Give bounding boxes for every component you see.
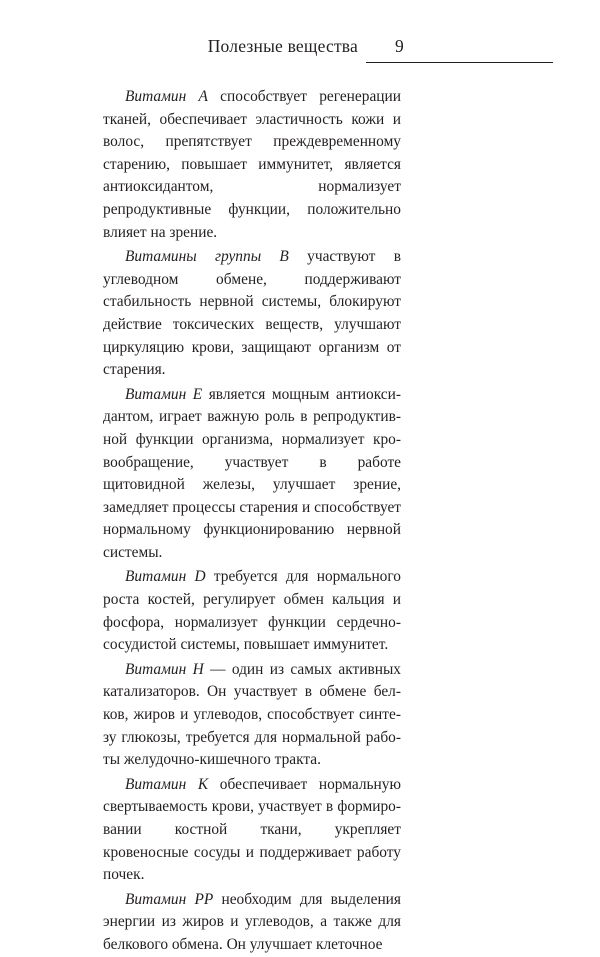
term-vitamin-h: Витамин Н [125,660,204,678]
paragraph-vitamin-h [103,659,401,772]
paragraph-text: участвуют в углеводном обмене, поддерживают стабильность нервной системы, блокируют действие токсических веществ, улучшают циркуляцию крови, защищают организм от старения. [103,248,401,379]
header-rule [366,62,553,63]
paragraph-text: требуется для нормального роста костей, регулирует обмен кальция и фосфора, нормализует функции сердечнососудистой системы, повышает иммунитет. [103,568,401,654]
paragraph-vitamin-a [103,86,401,244]
section-title: Полезные вещества [207,36,358,56]
body-text [103,86,401,957]
paragraph-text: способствует регенерации тканей, обеспечивает эластичность кожи и волос, препятствует преждевременному старению, повышает иммунитет, является антиоксидантом, нормализует репродуктивные функции, положительно влияет на зрение. [103,88,401,241]
paragraph-text: является мощным антиоксидантом, играет важную роль в репродуктивной функции организма, нормализует кровообращение, участвует в работе щитовидной железы, улучшает зрение, замедляет процессы старения и способствует нормальному функционированию нервной системы. [103,385,401,561]
paragraph-vitamin-pp [103,889,401,957]
term-vitamin-a: Витамин А [125,88,208,105]
term-vitamin-b: Витамины группы В [125,248,289,266]
paragraph-vitamin-e [103,384,401,565]
paragraph-vitamin-k [103,774,401,887]
term-vitamin-pp: Витамин РР [125,890,214,908]
paragraph-text: — один из самых активных катализаторов. Он участвует в обмене белков, жиров и углеводов, способствует синтезу глюкозы, требуется для нормальной работы желудочно-кишечного тракта. [103,660,401,769]
paragraph-vitamin-d [103,566,401,656]
running-head [0,34,600,66]
term-vitamin-e: Витамин Е [125,385,203,403]
paragraph-text: необходим для выделения энергии из жиров и углеводов, а также для белкового обмена. Он улучшает клеточное [103,890,401,953]
paragraph-vitamin-b [103,246,401,382]
paragraph-text: обеспечивает нормальную свертываемость крови, участвует в формировании костной ткани, укрепляет кровеносные сосуды и поддерживает работу почек. [103,775,401,884]
page-number: 9 [395,36,404,56]
term-vitamin-k: Витамин К [125,775,209,793]
term-vitamin-d: Витамин D [125,568,206,586]
